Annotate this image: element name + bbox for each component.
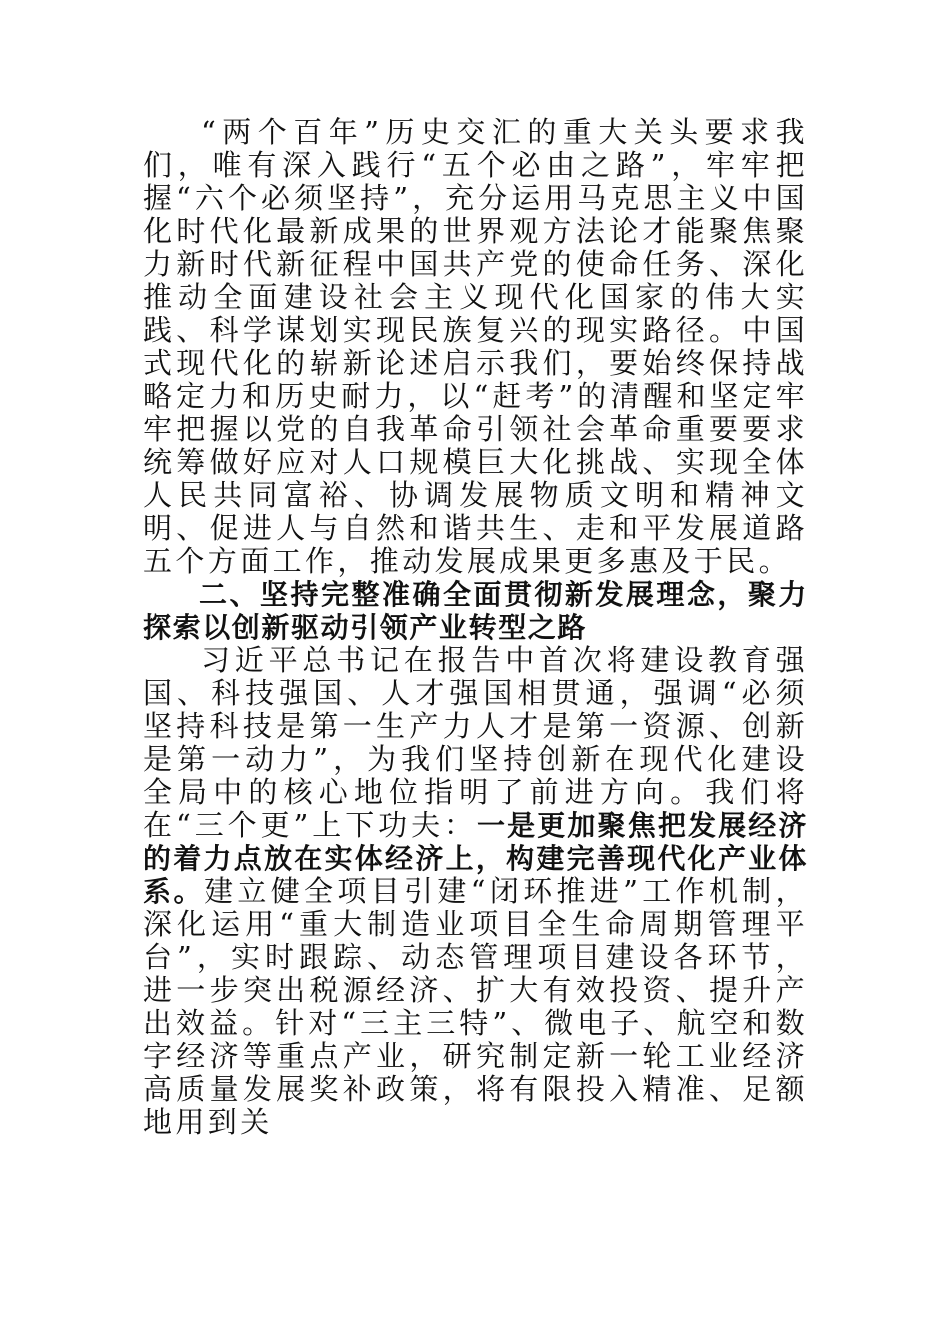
document-body: [143, 116, 808, 1139]
bold-emphasis-text: 一是更加聚焦把发展经济的着力点放在实体经济上，构建完善现代化产业体系。: [143, 809, 808, 908]
paragraph-intro-text: 习近平总书记在报告中首次将建设教育强国、科技强国、人才强国相贯通，强调“必须坚持科技是第一生产力人才是第一资源、创新是第一动力”，为我们坚持创新在现代化建设全局中的核心地位指明了前进方向。我们将在“三个更”上下功夫：: [143, 643, 808, 842]
paragraph-body-text: 建立健全项目引建“闭环推进”工作机制，深化运用“重大制造业项目全生命周期管理平台”，实时跟踪、动态管理项目建设各环节，进一步突出税源经济、扩大有效投资、提升产出效益。针对“三主三特”、微电子、航空和数字经济等重点产业，研究制定新一轮工业经济高质量发展奖补政策，将有限投入精准、足额地用到关: [143, 874, 808, 1139]
paragraph: [143, 644, 808, 1139]
paragraph: “两个百年”历史交汇的重大关头要求我们，唯有深入践行“五个必由之路”，牢牢把握“六个必须坚持”，充分运用马克思主义中国化时代化最新成果的世界观方法论才能聚焦聚力新时代新征程中国共产党的使命任务、深化推动全面建设社会主义现代化国家的伟大实践、科学谋划实现民族复兴的现实路径。中国式现代化的崭新论述启示我们，要始终保持战略定力和历史耐力，以“赶考”的清醒和坚定牢牢把握以党的自我革命引领社会革命重要要求统筹做好应对人口规模巨大化挑战、实现全体人民共同富裕、协调发展物质文明和精神文明、促进人与自然和谐共生、走和平发展道路五个方面工作，推动发展成果更多惠及于民。: [143, 115, 808, 578]
section-heading: 二、坚持完整准确全面贯彻新发展理念，聚力探索以创新驱动引领产业转型之路: [143, 578, 808, 644]
